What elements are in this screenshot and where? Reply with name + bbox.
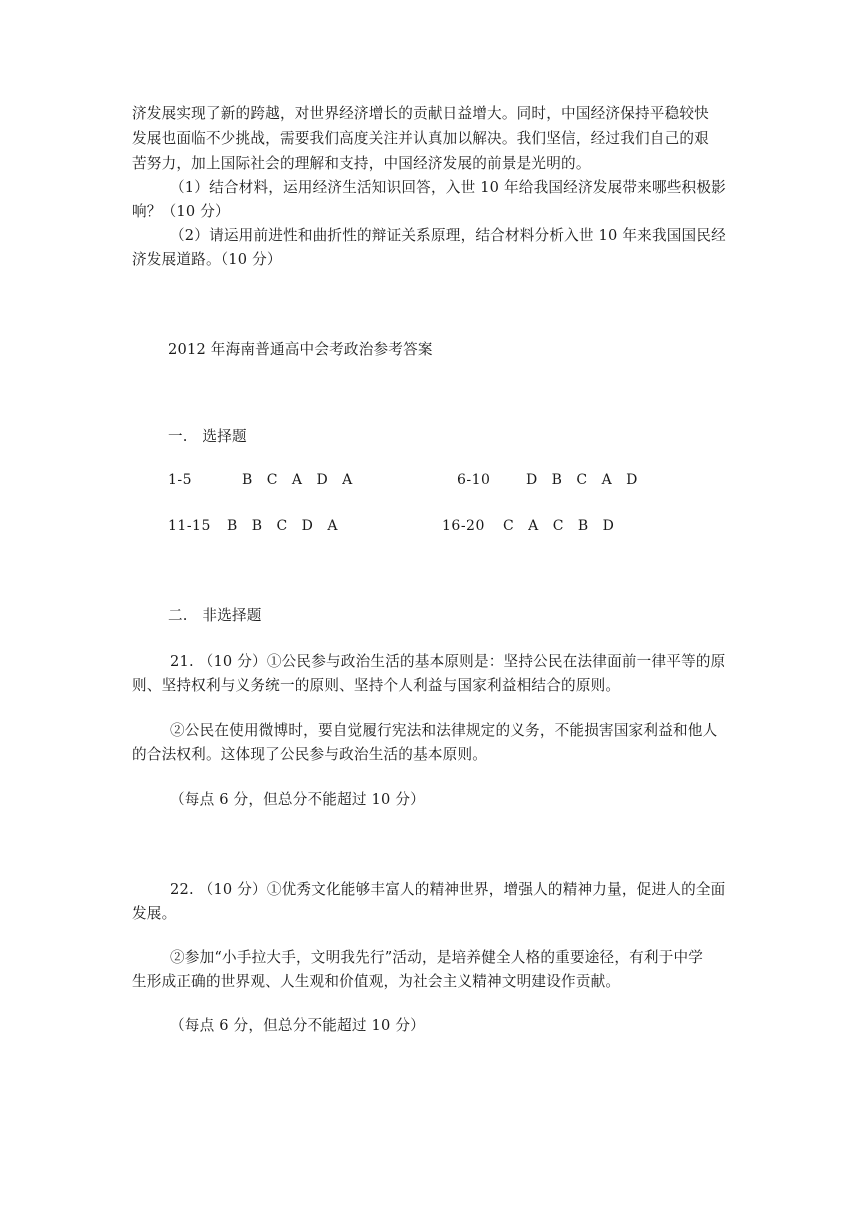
- mc-answers-4: C A C B D: [503, 518, 619, 534]
- mc-range-3: 11-15: [168, 518, 211, 534]
- material-line-1: 济发展实现了新的跨越，对世界经济增长的贡献日益增大。同时，中国经济保持平稳较快: [132, 105, 709, 122]
- section-2-heading: 二. 非选择题: [168, 607, 262, 624]
- q21-p2-line-2: 的合法权利。这体现了公民参与政治生活的基本原则。: [132, 746, 488, 763]
- q22-p1-line-1: 22. （10 分）①优秀文化能够丰富人的精神世界，增强人的精神力量，促进人的全面: [170, 881, 726, 898]
- question-2-line-2: 济发展道路。（10 分）: [132, 251, 282, 268]
- question-1-line-2: 响？（10 分）: [132, 203, 230, 220]
- q21-p2-line-1: ②公民在使用微博时，要自觉履行宪法和法律规定的义务，不能损害国家利益和他人: [170, 722, 718, 739]
- material-line-2: 发展也面临不少挑战，需要我们高度关注并认真加以解决。我们坚信，经过我们自己的艰: [132, 130, 709, 147]
- section-1-heading: 一. 选择题: [168, 428, 247, 445]
- q21-note: （每点 6 分，但总分不能超过 10 分）: [170, 791, 425, 808]
- mc-answers-1: B C A D A: [242, 472, 358, 488]
- q22-p2-line-2: 生形成正确的世界观、人生观和价值观，为社会主义精神文明建设作贡献。: [132, 973, 621, 990]
- question-2-line-1: （2）请运用前进性和曲折性的辩证关系原理，结合材料分析入世 10 年来我国国民经: [170, 227, 726, 244]
- q21-p1-line-1: 21. （10 分）①公民参与政治生活的基本原则是：坚持公民在法律面前一律平等的原: [170, 653, 726, 670]
- q22-note: （每点 6 分，但总分不能超过 10 分）: [170, 1017, 425, 1034]
- question-1-line-1: （1）结合材料，运用经济生活知识回答，入世 10 年给我国经济发展带来哪些积极影: [170, 179, 726, 196]
- q22-p2-line-1: ②参加“小手拉大手，文明我先行”活动，是培养健全人格的重要途径，有利于中学: [170, 949, 704, 966]
- answer-key-title: 2012 年海南普通高中会考政治参考答案: [168, 341, 433, 358]
- mc-answers-3: B B C D A: [227, 518, 343, 534]
- mc-range-1: 1-5: [168, 472, 193, 488]
- mc-range-2: 6-10: [457, 472, 491, 488]
- q21-p1-line-2: 则、坚持权利与义务统一的原则、坚持个人利益与国家利益相结合的原则。: [132, 677, 621, 694]
- material-line-3: 苦努力，加上国际社会的理解和支持，中国经济发展的前景是光明的。: [132, 155, 591, 172]
- mc-answers-2: D B C A D: [526, 472, 643, 488]
- q22-p1-line-2: 发展。: [132, 905, 177, 922]
- mc-range-4: 16-20: [442, 518, 485, 534]
